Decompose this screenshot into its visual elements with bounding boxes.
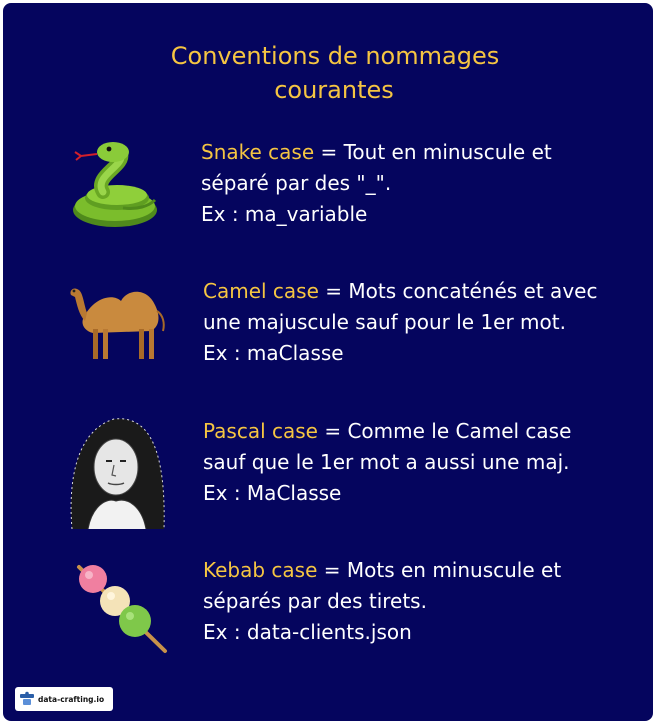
convention-example: Ex : maClasse xyxy=(203,341,344,365)
page-title xyxy=(3,39,656,107)
pascal-case-text xyxy=(203,416,571,509)
dango-skewer-icon xyxy=(73,561,173,657)
card xyxy=(3,3,653,721)
convention-name: Pascal case xyxy=(203,419,318,443)
convention-name: Snake case xyxy=(201,140,315,164)
title-line-2: courantes xyxy=(274,76,394,104)
convention-definition-line2: séparé par des "_". xyxy=(201,171,392,195)
logo-text: data-crafting.io xyxy=(38,694,105,704)
snake-icon xyxy=(63,136,165,234)
convention-example: Ex : data-clients.json xyxy=(203,620,412,644)
convention-definition: = Mots en minuscule et xyxy=(317,558,562,582)
convention-example: Ex : ma_variable xyxy=(201,202,368,226)
convention-definition-line2: séparés par des tirets. xyxy=(203,589,427,613)
snake-case-text xyxy=(201,137,552,230)
camel-icon xyxy=(63,279,169,363)
blaise-pascal-portrait xyxy=(58,411,172,529)
convention-name: Camel case xyxy=(203,279,319,303)
convention-definition: = Comme le Camel case xyxy=(317,419,572,443)
data-crafting-logo[interactable] xyxy=(15,687,113,711)
camel-case-text xyxy=(203,276,597,369)
convention-definition: = Tout en minuscule et xyxy=(314,140,552,164)
logo-mark-icon xyxy=(19,691,35,707)
convention-definition: = Mots concaténés et avec xyxy=(318,279,598,303)
title-line-1: Conventions de nommages xyxy=(170,42,500,70)
convention-name: Kebab case xyxy=(203,558,318,582)
convention-definition-line2: une majuscule sauf pour le 1er mot. xyxy=(203,310,566,334)
convention-definition-line2: sauf que le 1er mot a aussi une maj. xyxy=(203,450,570,474)
convention-example: Ex : MaClasse xyxy=(203,481,342,505)
kebab-case-text xyxy=(203,555,561,648)
